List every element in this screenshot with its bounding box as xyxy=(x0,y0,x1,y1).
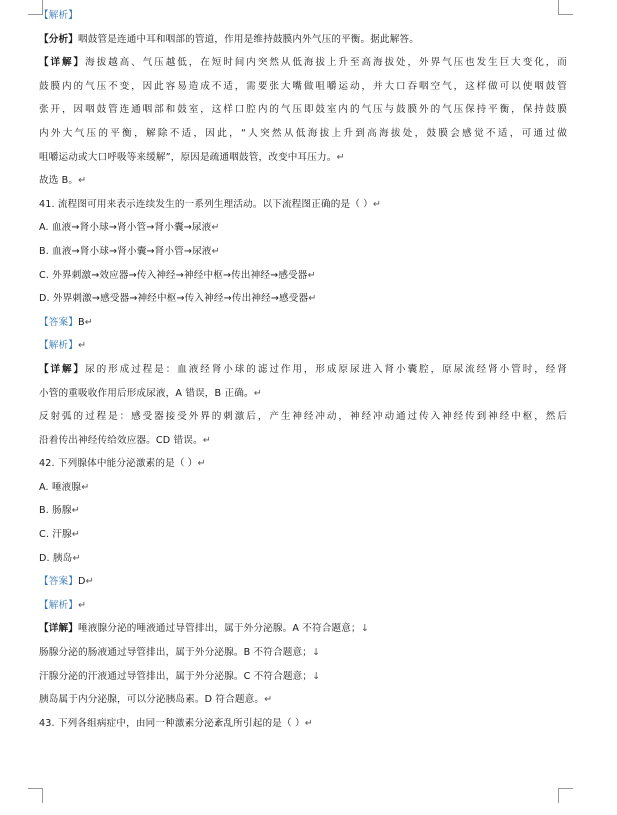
body-text: 张开，因咽鼓管连通咽部和鼓室，这样口腔内的气压即鼓室内的气压与鼓膜外的气压保持平衡，保持鼓膜 xyxy=(39,104,567,116)
paragraph-mark: ↵ xyxy=(307,269,316,281)
tag-value: B xyxy=(77,316,85,328)
paragraph-mark: ↵ xyxy=(71,529,80,541)
text-line xyxy=(39,51,567,75)
text-line xyxy=(39,4,567,28)
paragraph-mark: ↓ xyxy=(360,623,369,635)
paragraph-mark: ↵ xyxy=(372,198,382,210)
text-line xyxy=(39,264,567,288)
body-text: D. 胰岛 xyxy=(39,552,73,564)
question-line xyxy=(39,193,567,217)
paragraph-heading: 【分析】 xyxy=(39,33,78,45)
paragraph-heading: 【详解】 xyxy=(39,57,86,69)
paragraph-mark: ↵ xyxy=(77,599,87,611)
paragraph-mark: ↵ xyxy=(197,458,206,470)
corner-mark-bottom-right xyxy=(558,788,573,803)
text-line xyxy=(39,382,567,406)
question-text: 42. 下列腺体中能分泌激素的是（ ） xyxy=(39,458,198,470)
body-text: 小管的重吸收作用后形成尿液，A 错误，B 正确。 xyxy=(39,387,254,399)
corner-mark-bottom-left xyxy=(28,788,43,803)
section-tag: 【解析】 xyxy=(39,599,78,611)
text-line xyxy=(39,641,567,665)
paragraph-mark: ↵ xyxy=(336,151,345,163)
body-text: 肠腺分泌的肠液通过导管排出，属于外分泌腺。B 不符合题意； xyxy=(39,647,313,659)
text-line xyxy=(39,122,567,146)
section-tag: 【解析】 xyxy=(39,10,78,21)
text-line xyxy=(39,405,567,429)
body-text: 鼓膜内的气压不变，因此容易造成不适，需要张大嘴做咀嚼运动，并大口吞咽空气，这样做可以使咽鼓管 xyxy=(39,80,567,92)
body-text: 咀嚼运动或大口呼吸等来缓解”，原因是疏通咽鼓管，改变中耳压力。 xyxy=(39,151,337,163)
paragraph-mark: ↵ xyxy=(81,481,90,493)
body-text: B. 肠腺 xyxy=(39,505,72,517)
body-text: 反射弧的过程是：感受器接受外界的刺激后，产生神经冲动，神经冲动通过传入神经传到神经中枢，然后 xyxy=(39,411,567,423)
text-line xyxy=(39,429,567,453)
body-text: 汗腺分泌的汗液通过导管排出，属于外分泌腺。C 不符合题意； xyxy=(39,670,313,682)
text-line xyxy=(39,75,567,99)
paragraph-mark: ↵ xyxy=(308,293,317,305)
body-text: 胰岛属于内分泌腺，可以分泌胰岛素。D 符合题意。 xyxy=(39,694,265,706)
text-line xyxy=(39,476,567,500)
tag-value: D xyxy=(77,576,86,588)
document-body xyxy=(39,4,567,735)
body-text: B. 血液→肾小球→肾小囊→肾小管→尿液 xyxy=(39,245,212,257)
paragraph-mark: ↵ xyxy=(72,552,81,564)
paragraph-text: 咽鼓管是连通中耳和咽部的管道，作用是维持鼓膜内外气压的平衡。据此解答。 xyxy=(77,33,420,45)
text-line xyxy=(39,240,567,264)
body-text: A. 唾液腺 xyxy=(39,481,82,493)
question-text: 43. 下列各组病症中，由同一种激素分泌紊乱所引起的是（ ） xyxy=(39,717,305,729)
section-tag: 【答案】 xyxy=(39,576,78,588)
text-line xyxy=(39,594,567,618)
text-line xyxy=(39,334,567,358)
section-tag: 【答案】 xyxy=(39,316,78,328)
text-line xyxy=(39,98,567,122)
paragraph-mark: ↵ xyxy=(77,340,87,352)
paragraph-mark: ↓ xyxy=(312,647,321,659)
body-text: D. 外界刺激→感受器→神经中枢→传入神经→传出神经→感受器 xyxy=(39,293,309,305)
paragraph-heading: 【详解】 xyxy=(39,363,86,375)
text-line xyxy=(39,216,567,240)
paragraph-mark: ↵ xyxy=(253,387,262,399)
text-line xyxy=(39,287,567,311)
paragraph-mark: ↵ xyxy=(78,175,87,187)
text-line xyxy=(39,169,567,193)
paragraph-text: 海拔越高、气压越低，在短时间内突然从低海拔上升至高海拔处，外界气压也发生巨大变化，而 xyxy=(85,57,567,69)
paragraph-mark: ↵ xyxy=(304,717,313,729)
paragraph-mark: ↵ xyxy=(264,694,273,706)
text-line xyxy=(39,665,567,689)
body-text: C. 外界刺激→效应器→传入神经→神经中枢→传出神经→感受器 xyxy=(39,269,308,281)
question-line xyxy=(39,712,567,736)
paragraph-heading: 【详解】 xyxy=(39,623,78,635)
text-line xyxy=(39,688,567,712)
body-text: 沿着传出神经传给效应器。CD 错误。 xyxy=(39,434,203,446)
paragraph-mark: ↵ xyxy=(211,245,220,257)
text-line xyxy=(39,499,567,523)
paragraph-text: 唾液腺分泌的唾液通过导管排出，属于外分泌腺。A 不符合题意； xyxy=(77,623,361,635)
text-line xyxy=(39,617,567,641)
question-line xyxy=(39,452,567,476)
section-tag: 【解析】 xyxy=(39,340,78,352)
body-text: A. 血液→肾小球→肾小管→肾小囊→尿液 xyxy=(39,222,212,234)
body-text: 内外大气压的平衡，解除不适，因此，“人突然从低海拔上升到高海拔处，鼓膜会感觉不适，可通过做 xyxy=(39,127,567,139)
body-text: 故选 B。 xyxy=(39,175,79,187)
text-line xyxy=(39,523,567,547)
text-line xyxy=(39,28,567,52)
text-line xyxy=(39,146,567,170)
paragraph-mark: ↓ xyxy=(312,670,321,682)
body-text: C. 汗腺 xyxy=(39,529,72,541)
paragraph-mark: ↵ xyxy=(71,505,80,517)
paragraph-mark: ↵ xyxy=(211,222,220,234)
text-line xyxy=(39,547,567,571)
paragraph-mark: ↵ xyxy=(202,434,211,446)
question-text: 41. 流程图可用来表示连续发生的一系列生理活动。以下流程图正确的是（ ） xyxy=(39,198,373,210)
text-line xyxy=(39,358,567,382)
text-line xyxy=(39,570,567,594)
paragraph-mark: ↵ xyxy=(85,576,94,588)
paragraph-mark: ↵ xyxy=(84,316,93,328)
text-line xyxy=(39,311,567,335)
paragraph-text: 尿的形成过程是：血液经肾小球的滤过作用，形成原尿进入肾小囊腔，原尿流经肾小管时，经肾 xyxy=(85,363,567,375)
